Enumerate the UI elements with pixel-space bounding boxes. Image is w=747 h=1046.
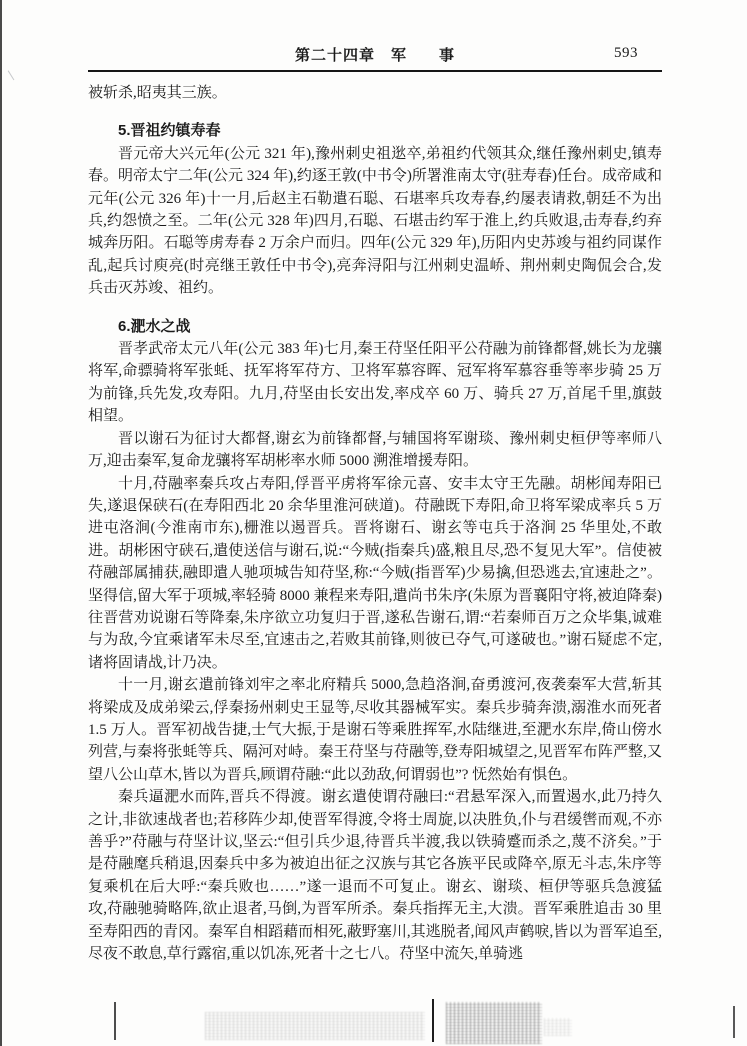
- chapter-title: 第二十四章 军 事: [294, 47, 455, 64]
- scan-artifact-tick: [114, 1002, 116, 1040]
- scan-artifact-tick: [733, 1006, 735, 1038]
- scan-artifact-smudge: [205, 1012, 425, 1040]
- page-content: [88, 0, 662, 965]
- section-6-paragraph-2: 晋以谢石为征讨大都督,谢玄为前锋都督,与辅国将军谢琰、豫州刺史桓伊等率师八万,迎击秦军,复命龙骧将军胡彬率水师 5000 溯淮增援寿阳。: [88, 430, 662, 470]
- header-rule: [88, 70, 662, 72]
- section-6-paragraph-5: 秦兵逼淝水而阵,晋兵不得渡。谢玄遣使谓苻融曰:“君悬军深入,而置遏水,此乃持久之计,非欲速战者也;若移阵少却,使晋军得渡,令将士周旋,以决胜负,仆与君缓辔而观,不亦善乎?”苻融与苻坚计议,坚云:“但引兵少退,待晋兵半渡,我以铁骑蹙而杀之,蔑不济矣。”于是苻融麾兵稍退,因秦兵中多为被迫出征之汉族与其它各族平民或降卒,原无斗志,朱序等复乘机在后大呼:“秦兵败也……”遂一退而不可复止。谢玄、谢琰、桓伊等驱兵急渡猛攻,苻融驰骑略阵,欲止退者,马倒,为晋军所杀。秦兵指挥无主,大溃。晋军乘胜追击 30 里至寿阳西的青冈。秦军自相蹈藉而相死,蔽野塞川,其逃脱者,闻风声鹤唳,皆以为晋军追至,尽夜不敢息,草行露宿,重以饥冻,死者十之七八。苻坚中流矢,单骑逃: [88, 789, 662, 963]
- section-heading-6: 6.淝水之战: [118, 317, 191, 335]
- continued-paragraph: 被斩杀,昭夷其三族。: [88, 85, 227, 101]
- scan-artifact-smudge: [446, 1002, 542, 1044]
- section-5-paragraph: 晋元帝大兴元年(公元 321 年),豫州刺史祖逖卒,弟祖约代领其众,继任豫州刺史,镇寿春。明帝太宁二年(公元 324 年),约逐王敦(中书令)所署淮南太守(驻寿春)任台。成帝咸和元年(公元 326 年)十一月,后赵主石勒遣石聪、石堪率兵攻寿春,约屡表请救,朝廷不为出兵,约怨愤之至。二年(公元 328 年)四月,石聪、石堪击约军于淮上,约兵败退,击寿春,约弃城奔历阳。石聪等虏寿春 2 万余户而归。四年(公元 329 年),历阳内史苏竣与祖约同谋作乱,起兵讨庾亮(时亮继王敦任中书令),亮奔浔阳与江州刺史温峤、荆州刺史陶侃会合,发兵击灭苏竣、祖约。: [88, 145, 662, 297]
- margin-pen-mark: [8, 67, 21, 81]
- scan-border-left: [0, 0, 2, 1046]
- page-number: 593: [614, 45, 638, 61]
- section-6-paragraph-4: 十一月,谢玄遣前锋刘牢之率北府精兵 5000,急趋洛涧,奋勇渡河,夜袭秦军大营,斩其将梁成及成弟梁云,俘秦扬州刺史王显等,尽收其器械军实。秦兵步骑奔溃,溺淮水而死者 1.5 万人。晋军初战告捷,士气大振,于是谢石等乘胜挥军,水陆继进,至淝水东岸,倚山傍水列营,与秦将张蚝等兵、隔河对峙。秦王苻坚与苻融等,登寿阳城望之,见晋军布阵严整,又望八公山草木,皆以为晋兵,顾谓苻融:“此以劲敌,何谓弱也”? 怃然始有惧色。: [88, 677, 662, 783]
- scan-artifact-smudge: [544, 1018, 572, 1036]
- section-6-paragraph-3: 十月,苻融率秦兵攻占寿阳,俘晋平虏将军徐元喜、安丰太守王先融。胡彬闻寿阳已失,遂退保硖石(在寿阳西北 20 余华里淮河硖道)。苻融既下寿阳,命卫将军梁成率兵 5 万进屯洛涧(今淮南市东),栅淮以遏晋兵。晋将谢石、谢玄等屯兵于洛涧 25 华里处,不敢进。胡彬困守硖石,遣使送信与谢石,说:“今贼(指秦兵)盛,粮且尽,恐不复见大军”。信使被苻融部属捕获,融即遣人驰项城告知苻坚,称:“今贼(指晋军)少易擒,但恐逃去,宜速赴之”。坚得信,留大军于项城,率轻骑 8000 兼程来寿阳,遣尚书朱序(朱原为晋襄阳守将,被迫降秦)往晋营劝说谢石等降秦,朱序欲立功复归于晋,遂私告谢石,谓:“若秦师百万之众毕集,诚难与为敌,今宜乘诸军未尽至,宜速击之,若败其前锋,则彼已夺气,可遂破也。”谢石疑虑不定,诸将固请战,计乃决。: [88, 475, 662, 671]
- running-header: [88, 44, 662, 66]
- section-6-paragraph-1: 晋孝武帝太元八年(公元 383 年)七月,秦王苻坚任阳平公苻融为前锋都督,姚长为龙骧将军,命骠骑将军张蚝、抚军将军苻方、卫将军慕容晖、冠军将军慕容垂等率步骑 25 万为前锋,兵先发,攻寿阳。九月,苻坚由长安出发,率戍卒 60 万、骑兵 27 万,首尾千里,旗鼓相望。: [88, 341, 662, 425]
- section-heading-5: 5.晋祖约镇寿春: [118, 122, 221, 140]
- scan-artifact-tick: [432, 999, 434, 1042]
- body-text: [88, 82, 662, 965]
